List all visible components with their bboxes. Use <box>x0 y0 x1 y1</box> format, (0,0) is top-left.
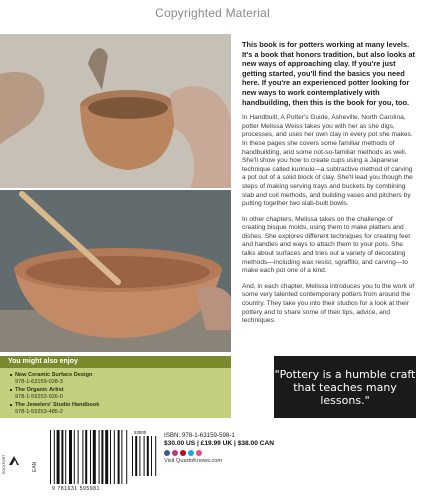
related-book-isbn: 978-1-59253-485-2 <box>15 408 63 415</box>
related-book <box>10 402 231 415</box>
back-cover-copy <box>242 40 417 333</box>
barcode <box>40 426 158 494</box>
publisher-name: ROCKPORT <box>2 454 6 474</box>
barcode-bar <box>114 430 115 484</box>
barcode-addon-bar <box>135 436 137 476</box>
sidebar-heading: You might also enjoy <box>0 356 231 368</box>
related-book-title: New Ceramic Surface Design <box>15 372 93 378</box>
copyright-watermark: Copyrighted Material <box>155 6 270 20</box>
pricing-block <box>164 432 334 464</box>
barcode-bar <box>105 430 108 484</box>
dribbble-icon[interactable] <box>196 450 202 456</box>
barcode-bar <box>121 430 122 484</box>
related-book <box>10 372 231 385</box>
barcode-addon-bar <box>155 436 156 476</box>
pinterest-icon[interactable] <box>180 450 186 456</box>
barcode-bar <box>126 430 127 484</box>
barcode-bar <box>101 430 103 484</box>
lead-paragraph: This book is for potters working at many levels. It's a book that honors tradition, but also looks at new ways of approaching clay. If you're just getting started, you'll find the basics you need here. If you're an experienced potter looking for new ways to work contemplatively with handbuilding, then this is the book for you, too. <box>242 40 415 107</box>
facebook-icon[interactable] <box>164 450 170 456</box>
related-book-isbn: 978-1-59253-926-0 <box>15 393 63 400</box>
barcode-bar <box>54 430 55 484</box>
barcode-bar <box>50 430 51 484</box>
barcode-bar <box>61 430 63 484</box>
price-line: $30.00 US | £19.99 UK | $38.00 CAN <box>164 440 274 447</box>
related-books-list <box>0 372 231 416</box>
instagram-icon[interactable] <box>172 450 178 456</box>
barcode-addon-bar <box>147 436 149 476</box>
website-link[interactable]: Visit QuartoKnows.com <box>164 458 223 464</box>
body-paragraph-2: In other chapters, Melissa takes on the challenge of creating bisque molds, using them to make platters and dishes. She explores different techniques for creating feet and handles and ways to attach them to your pots. She talks about surfaces and tries out a variety of decorating methods—including wax resist, sgraffito, and carving—to make each pot one of a kind. <box>242 215 411 275</box>
ean-label: EAN <box>32 461 38 472</box>
related-book-title: The Organic Artist <box>15 387 64 394</box>
barcode-bar <box>57 430 60 484</box>
social-icons <box>164 450 334 456</box>
barcode-bar <box>69 430 72 484</box>
pull-quote-box <box>274 356 416 418</box>
photo-clay-bowl <box>0 190 231 352</box>
barcode-bar <box>99 430 100 484</box>
barcode-bar <box>78 430 79 484</box>
related-book-isbn: 978-1-63159-028-3 <box>15 378 63 385</box>
barcode-addon-bar <box>139 436 140 476</box>
body-paragraph-3: And, in each chapter, Melissa introduces you to the work of some very talented contemporary potters from around the country. They take you into their studios for a look at their pottery and to share some of their tips, advice, and techniques. <box>242 282 415 325</box>
barcode-digits: 9 781631 595981 <box>52 486 100 492</box>
barcode-bar <box>74 430 75 484</box>
also-enjoy-sidebar <box>0 356 231 418</box>
related-book-title: The Jewelers' Studio Handbook <box>15 402 100 409</box>
twitter-icon[interactable] <box>188 450 194 456</box>
barcode-bar <box>93 430 96 484</box>
related-book <box>10 387 231 400</box>
isbn-line: ISBN: 978-1-63159-598-1 <box>164 432 235 439</box>
barcode-addon-bar <box>144 436 145 476</box>
barcode-addon-bar <box>132 436 133 476</box>
body-paragraph-1: In Handbuilt, A Potter's Guide, Asheville, North Carolina, potter Melissa Weiss takes you with her as she digs, processes, and uses her own clay in every pot she makes. In these pages she covers some familiar methods of handbuilding, and some not-so-familiar methods as well. She'll show you how to create cups using a Japanese technique called kurinuki—a subtractive method of carving a pot out of a solid block of clay. She'll lead you though the steps of making serving trays and buckets by combining slab and coil methods, and building vases and pitchers by putting together two slab-built bowls. <box>242 114 413 208</box>
barcode-bar <box>90 430 91 484</box>
photo-hands-shaping-cup <box>0 34 231 188</box>
rockport-logo-icon <box>8 454 20 466</box>
hands-cup-illustration <box>0 34 231 188</box>
barcode-bar <box>82 430 83 484</box>
pull-quote: "Pottery is a humble craft that teaches many lessons." <box>274 367 416 407</box>
barcode-bar <box>85 430 87 484</box>
barcode-bar <box>110 430 111 484</box>
clay-bowl-illustration <box>0 190 231 352</box>
barcode-addon-bar <box>151 436 152 476</box>
barcode-bar <box>118 430 120 484</box>
barcode-addon: 53000 <box>134 430 147 435</box>
barcode-bar <box>65 430 66 484</box>
